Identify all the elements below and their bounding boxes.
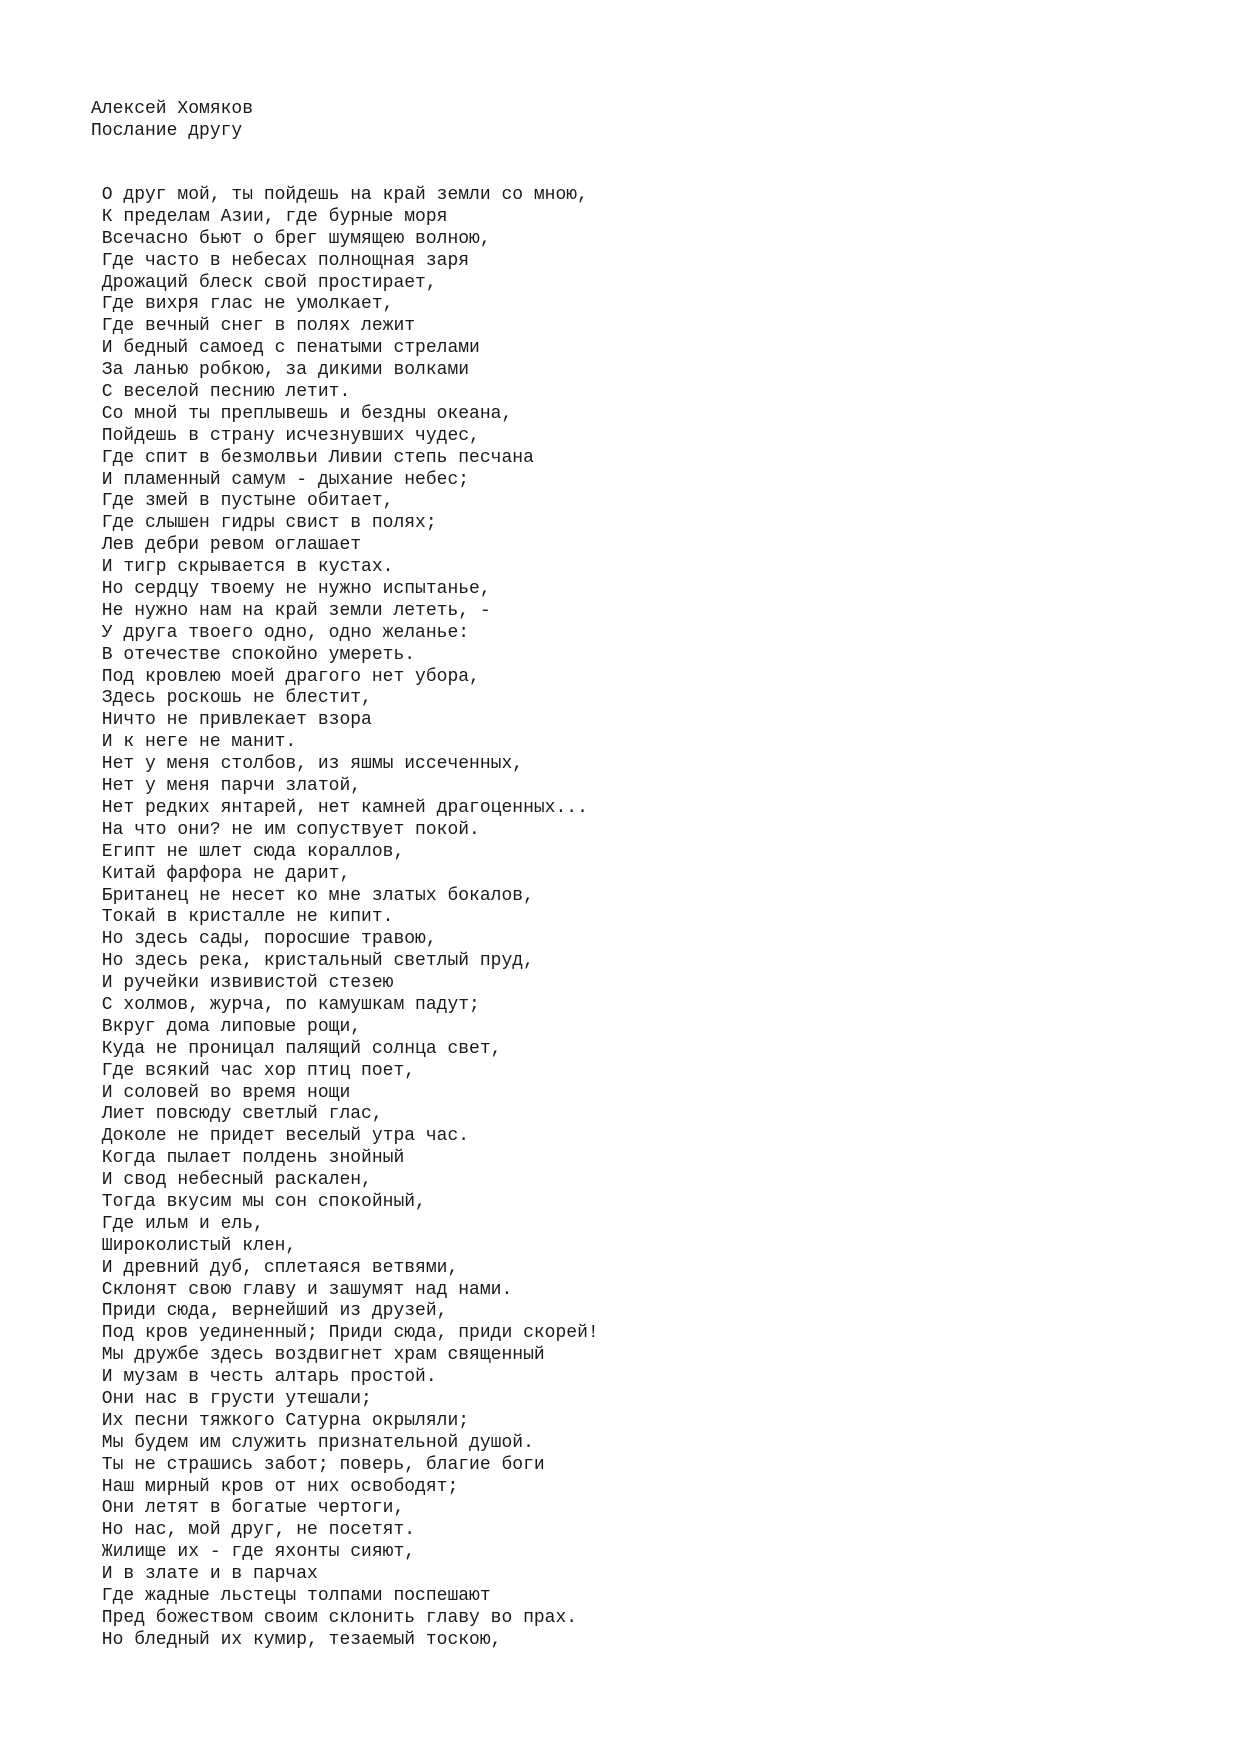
poem-line: Под кровлею моей драгого нет убора, bbox=[91, 666, 480, 687]
document-header bbox=[91, 98, 253, 142]
poem-line: И бедный самоед с пенатыми стрелами bbox=[91, 338, 480, 359]
poem-line: Ты не страшись забот; поверь, благие боги bbox=[91, 1454, 545, 1475]
poem-line: Всечасно бьют о брег шумящею волною, bbox=[91, 228, 491, 249]
poem-line: Пойдешь в страну исчезнувших чудес, bbox=[91, 425, 480, 446]
poem-line: Дрожаций блеск свой простирает, bbox=[91, 272, 437, 293]
poem-line: Где вихря глас не умолкает, bbox=[91, 294, 394, 315]
poem-line: И тигр скрывается в кустах. bbox=[91, 557, 394, 578]
poem-line: О друг мой, ты пойдешь на край земли со мною, bbox=[91, 185, 588, 205]
poem-line: Но бледный их кумир, тезаемый тоскою, bbox=[91, 1629, 502, 1650]
poem-line: Куда не проницал палящий солнца свет, bbox=[91, 1038, 502, 1059]
poem-line: Мы будем им служить признательной душой. bbox=[91, 1432, 534, 1453]
poem-line: Широколистый клен, bbox=[91, 1235, 297, 1256]
poem-line: Тогда вкусим мы сон спокойный, bbox=[91, 1191, 426, 1212]
poem-line: Нет у меня парчи златой, bbox=[91, 776, 362, 797]
poem-line: Лев дебри ревом оглашает bbox=[91, 535, 362, 556]
poem-line: К пределам Азии, где бурные моря bbox=[91, 206, 448, 227]
poem-line: С веселой песнию летит. bbox=[91, 382, 351, 403]
poem-line: Где ильм и ель, bbox=[91, 1213, 264, 1234]
poem-line: И ручейки извивистой стезею bbox=[91, 973, 394, 994]
poem-line: Когда пылает полдень знойный bbox=[91, 1148, 405, 1169]
poem-line: Приди сюда, вернейший из друзей, bbox=[91, 1301, 448, 1322]
poem-line: За ланью робкою, за дикими волками bbox=[91, 360, 470, 381]
poem-line: Нет у меня столбов, из яшмы иссеченных, bbox=[91, 754, 524, 775]
poem-body bbox=[91, 185, 599, 1652]
poem-line: Где жадные льстецы толпами поспешают bbox=[91, 1586, 491, 1606]
poem-title: Послание другу bbox=[91, 121, 243, 141]
poem-line: С холмов, журча, по камушкам падут; bbox=[91, 994, 480, 1015]
poem-line: Они нас в грусти утешали; bbox=[91, 1388, 372, 1409]
author-name: Алексей Хомяков bbox=[91, 99, 254, 119]
poem-line: Мы дружбе здесь воздвигнет храм священный bbox=[91, 1345, 545, 1366]
poem-line: Пред божеством своим склонить главу во прах. bbox=[91, 1607, 578, 1628]
poem-line: И в злате и в парчах bbox=[91, 1564, 318, 1585]
poem-line: На что они? не им сопуствует покой. bbox=[91, 819, 480, 840]
poem-line: У друга твоего одно, одно желанье: bbox=[91, 622, 470, 643]
poem-line: Не нужно нам на край земли лететь, - bbox=[91, 600, 491, 621]
poem-line: Склонят свою главу и зашумят над нами. bbox=[91, 1279, 513, 1300]
poem-line: Где спит в безмолвьи Ливии степь песчана bbox=[91, 447, 534, 468]
poem-line: И древний дуб, сплетаяся ветвями, bbox=[91, 1257, 459, 1278]
poem-line: Лиет повсюду светлый глас, bbox=[91, 1104, 383, 1125]
poem-line: Но нас, мой друг, не посетят. bbox=[91, 1520, 416, 1541]
poem-line: Жилище их - где яхонты сияют, bbox=[91, 1542, 416, 1563]
poem-line: И соловей во время нощи bbox=[91, 1082, 351, 1103]
poem-line: Но сердцу твоему не нужно испытанье, bbox=[91, 579, 491, 600]
poem-line: Доколе не придет веселый утра час. bbox=[91, 1126, 470, 1147]
poem-line: И пламенный самум - дыхание небес; bbox=[91, 469, 470, 490]
poem-line: Нет редких янтарей, нет камней драгоценных... bbox=[91, 797, 588, 818]
poem-line: Они летят в богатые чертоги, bbox=[91, 1498, 405, 1519]
poem-line: Где часто в небесах полнощная заря bbox=[91, 250, 470, 271]
poem-line: Токай в кристалле не кипит. bbox=[91, 907, 394, 928]
poem-line: Китай фарфора не дарит, bbox=[91, 863, 351, 884]
poem-line: Но здесь сады, поросшие травою, bbox=[91, 929, 437, 950]
poem-line: Египт не шлет сюда кораллов, bbox=[91, 841, 405, 862]
poem-line: И свод небесный раскален, bbox=[91, 1170, 372, 1191]
poem-line: Где слышен гидры свист в полях; bbox=[91, 513, 437, 534]
poem-line: Где змей в пустыне обитает, bbox=[91, 491, 394, 512]
poem-line: Где вечный снег в полях лежит bbox=[91, 316, 416, 337]
poem-line: Но здесь река, кристальный светлый пруд, bbox=[91, 951, 534, 972]
poem-line: Здесь роскошь не блестит, bbox=[91, 688, 372, 709]
poem-line: Под кров уединенный; Приди сюда, приди скорей! bbox=[91, 1323, 599, 1344]
poem-line: Со мной ты преплывешь и бездны океана, bbox=[91, 403, 513, 424]
poem-line: И к неге не манит. bbox=[91, 732, 297, 753]
poem-line: Где всякий час хор птиц поет, bbox=[91, 1060, 416, 1081]
poem-line: Наш мирный кров от них освободят; bbox=[91, 1476, 459, 1497]
poem-line: Их песни тяжкого Сатурна окрыляли; bbox=[91, 1410, 470, 1431]
poem-line: Вкруг дома липовые рощи, bbox=[91, 1016, 362, 1037]
poem-line: И музам в честь алтарь простой. bbox=[91, 1367, 437, 1388]
poem-line: Ничто не привлекает взора bbox=[91, 710, 372, 731]
poem-line: В отечестве спокойно умереть. bbox=[91, 644, 416, 665]
poem-line: Британец не несет ко мне златых бокалов, bbox=[91, 885, 534, 906]
